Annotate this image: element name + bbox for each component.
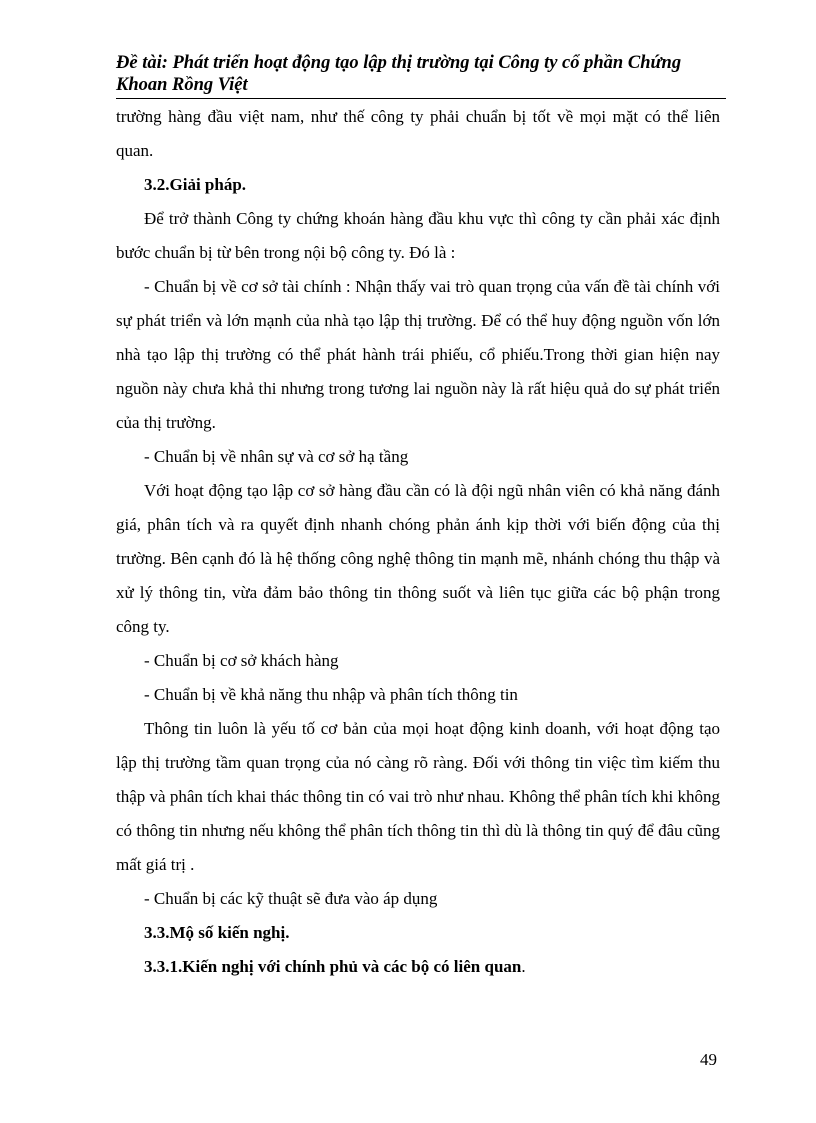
header-title-line-2: Khoan Rồng Việt xyxy=(116,75,248,95)
bullet-techniques: - Chuẩn bị các kỹ thuật sẽ đưa vào áp dụng xyxy=(144,889,438,908)
paragraph-continuation: trường hàng đầu việt nam, như thế công ty phải chuẩn bị tốt về mọi mặt có thể liên quan. xyxy=(116,107,720,160)
document-body xyxy=(116,100,720,984)
subsection-heading-period: . xyxy=(521,957,526,976)
subsection-heading-3-3-1 xyxy=(116,950,720,984)
bullet-finance: - Chuẩn bị về cơ sở tài chính : Nhận thấy vai trò quan trọng của vấn đề tài chính với sự phát triển và lớn mạnh của nhà tạo lập thị trường. Để có thể huy động nguồn vốn lớn nhà tạo lập thị trường có thể phát hành trái phiếu, cổ phiếu.Trong thời gian hiện nay nguồn này chưa khả thi nhưng trong tương lai nguồn này là rất hiệu quả do sự phát triển của thị trường. xyxy=(116,277,720,432)
bullet-information: - Chuẩn bị về khả năng thu nhập và phân tích thông tin xyxy=(144,685,518,704)
section-heading-3-2: 3.2.Giải pháp. xyxy=(144,175,247,194)
header-title-line-1: Đề tài: Phát triển hoạt động tạo lập thị trường tại Công ty cổ phần Chứng xyxy=(116,53,682,73)
section-heading-3-3: 3.3.Mộ số kiến nghị. xyxy=(144,923,290,942)
running-header xyxy=(116,52,726,99)
paragraph-intro: Để trở thành Công ty chứng khoán hàng đầu khu vực thì công ty cần phải xác định bước chuẩn bị từ bên trong nội bộ công ty. Đó là : xyxy=(116,209,720,262)
paragraph-hr-detail: Với hoạt động tạo lập cơ sở hàng đầu cần có là đội ngũ nhân viên có khả năng đánh giá, phân tích và ra quyết định nhanh chóng phản ánh kịp thời với biến động của thị trường. Bên cạnh đó là hệ thống công nghệ thông tin mạnh mẽ, nhánh chóng thu thập và xử lý thông tin, vừa đảm bảo thông tin thông suốt và liên tục giữa các bộ phận trong công ty. xyxy=(116,481,720,636)
bullet-customer-base: - Chuẩn bị cơ sở khách hàng xyxy=(144,651,339,670)
paragraph-information-detail: Thông tin luôn là yếu tố cơ bản của mọi hoạt động kinh doanh, với hoạt động tạo lập thị trường tầm quan trọng của nó càng rõ ràng. Đối với thông tin việc tìm kiếm thu thập và phân tích khai thác thông tin có vai trò như nhau. Không thể phân tích khi không có thông tin nhưng nếu không thể phân tích thông tin thì dù là thông tin quý để đâu cũng mất giá trị . xyxy=(116,719,720,874)
subsection-heading-text: 3.3.1.Kiến nghị với chính phủ và các bộ có liên quan xyxy=(144,957,522,976)
bullet-hr-infrastructure: - Chuẩn bị về nhân sự và cơ sở hạ tầng xyxy=(144,447,409,466)
page-number: 49 xyxy=(700,1050,717,1069)
